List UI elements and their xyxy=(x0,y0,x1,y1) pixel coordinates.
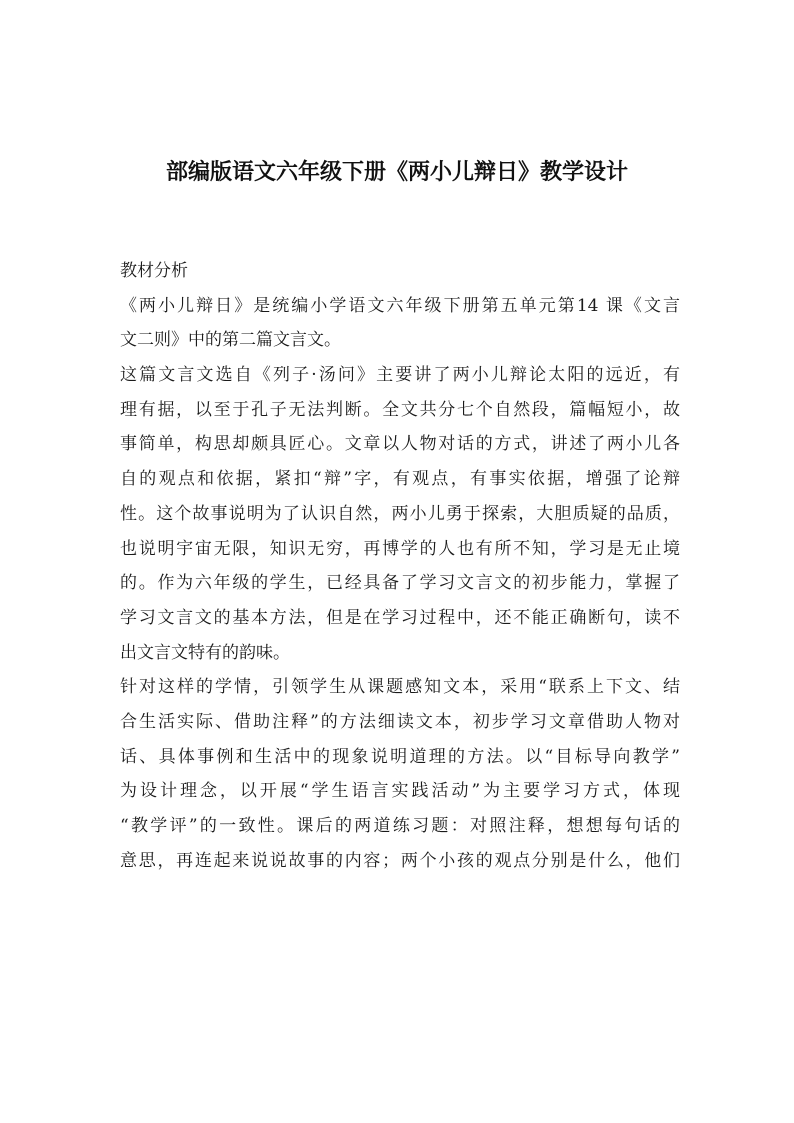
text-line: 为设计理念，以开展“学生语言实践活动”为主要学习方式，体现 xyxy=(120,781,680,802)
text-line: 的。作为六年级的学生，已经具备了学习文言文的初步能力，掌握了 xyxy=(120,573,680,594)
document-body xyxy=(120,254,680,878)
text-line: 理有据，以至于孔子无法判断。全文共分七个自然段，篇幅短小，故 xyxy=(120,399,680,420)
text-line: 这篇文言文选自《列子·汤问》主要讲了两小儿辩论太阳的远近，有 xyxy=(120,365,680,386)
text-line: 意思，再连起来说说故事的内容；两个小孩的观点分别是什么，他们 xyxy=(120,850,680,871)
text-line: 合生活实际、借助注释”的方法细读文本，初步学习文章借助人物对 xyxy=(120,711,680,732)
text-line: 文二则》中的第二篇文言文。 xyxy=(120,330,341,351)
text-line: 性。这个故事说明为了认识自然，两小儿勇于探索，大胆质疑的品质， xyxy=(120,503,680,524)
text-line: 出文言文特有的韵味。 xyxy=(120,642,290,663)
document-title: 部编版语文六年级下册《两小儿辩日》教学设计 xyxy=(165,160,628,185)
text-line: “教学评”的一致性。课后的两道练习题：对照注释，想想每句话的 xyxy=(120,816,680,836)
section-heading: 教材分析 xyxy=(120,261,188,281)
text-line: 话、具体事例和生活中的现象说明道理的方法。以“目标导向教学” xyxy=(120,746,680,767)
text-line: 事简单，构思却颇具匠心。文章以人物对话的方式，讲述了两小儿各 xyxy=(120,434,680,455)
text-line: 也说明宇宙无限，知识无穷，再博学的人也有所不知，学习是无止境 xyxy=(120,538,680,559)
text-line: 自的观点和依据，紧扣“辩”字，有观点，有事实依据，增强了论辩 xyxy=(120,469,680,490)
text-line: 针对这样的学情，引领学生从课题感知文本，采用“联系上下文、结 xyxy=(120,677,680,698)
text-line: 《两小儿辩日》是统编小学语文六年级下册第五单元第14 课《文言 xyxy=(120,295,680,316)
text-line: 学习文言文的基本方法，但是在学习过程中，还不能正确断句，读不 xyxy=(120,607,680,628)
